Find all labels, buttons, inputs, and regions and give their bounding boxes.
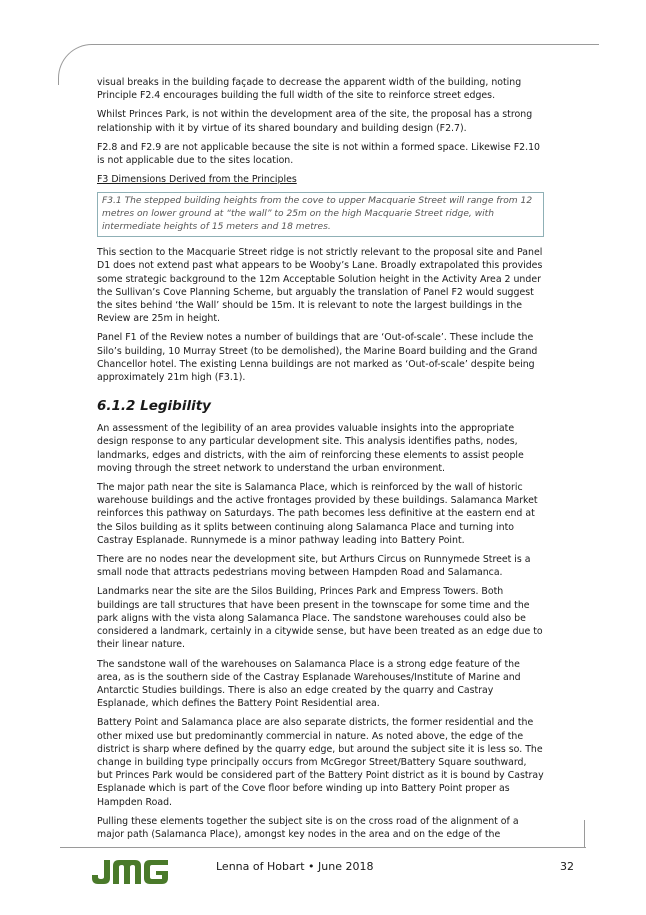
page-number: 32 bbox=[560, 860, 574, 873]
page-frame-right-edge bbox=[584, 820, 585, 848]
footer-divider bbox=[60, 847, 586, 848]
paragraph: The sandstone wall of the warehouses on Salamanca Place is a strong edge feature of the area, as is the southern side of the Castray Esplanade Warehouses/Institute of Marine and Antarctic Studies buildings. There is also an edge created by the quarry and Castray Esplanade, which defines the Battery Point Residential area. bbox=[97, 658, 521, 710]
paragraph: Pulling these elements together the subject site is on the cross road of the alignment of a major path (Salamanca Place), amongst key nodes in the area and on the edge of the bbox=[97, 815, 519, 840]
section-heading: 6.1.2 Legibility bbox=[97, 398, 211, 415]
footer-title: Lenna of Hobart • June 2018 bbox=[216, 860, 374, 873]
paragraph: There are no nodes near the development site, but Arthurs Circus on Runnymede Street is a small node that attracts pedestrians moving between Hampden Road and Salamanca. bbox=[97, 554, 531, 579]
paragraph: F2.8 and F2.9 are not applicable because the site is not within a formed space. Likewise F2.10 is not applicable due to the sites location. bbox=[97, 141, 541, 167]
paragraph: This section to the Macquarie Street ridge is not strictly relevant to the proposal site and Panel D1 does not extend past what appears to be Wooby’s Lane. Broadly extrapolated this provides some strategic background to the 12m Acceptable Solution height in the Activity Area 2 under the Sullivan’s Cove Planning Scheme, but arguably the translation of Panel F2 would suggest the sites behind ‘the Wall’ should be 15m. It is relevant to note the largest buildings in the Review are 25m in height. bbox=[97, 247, 543, 325]
paragraph: Battery Point and Salamanca place are also separate districts, the former residential and the other mixed use but predominantly commercial in nature. As noted above, the edge of the district is sharp where defined by the quarry edge, but around the subject site it is less so. The change in building type principally occurs from McGregor Street/Battery Square southward, but Princes Park would be considered part of the Battery Point district as it is bound by Castray Esplanade which is part of the Cove floor before winding up into Battery Point proper as Hampden Road. bbox=[97, 717, 544, 808]
paragraph: Landmarks near the site are the Silos Building, Princes Park and Empress Towers. Both buildings are tall structures that have been present in the townscape for some time and the park aligns with the vista along Salamanca Place. The sandstone warehouses could also be considered a landmark, certainly in a citywide sense, but have been treated as an edge due to their linear nature. bbox=[97, 586, 543, 651]
subheading: F3 Dimensions Derived from the Principles bbox=[97, 174, 297, 186]
jmg-logo bbox=[90, 856, 170, 886]
paragraph: Panel F1 of the Review notes a number of buildings that are ‘Out-of-scale’. These include the Silo’s building, 10 Murray Street (to be demolished), the Marine Board building and the Grand Chancellor hotel. The existing Lenna buildings are not marked as ‘Out-of-scale’ despite being approximately 21m high (F3.1). bbox=[97, 332, 538, 384]
quote-box: F3.1 The stepped building heights from the cove to upper Macquarie Street will range from 12 metres on lower ground at “the wall” to 25m on the high Macquarie Street ridge, with intermediate heights of 15 meters and 18 metres. bbox=[97, 192, 544, 237]
paragraph: visual breaks in the building façade to decrease the apparent width of the building, noting Principle F2.4 encourages building the full width of the site to reinforce street edges. bbox=[97, 77, 522, 102]
document-body bbox=[97, 76, 544, 847]
paragraph: An assessment of the legibility of an area provides valuable insights into the appropriate design response to any particular development site. This analysis identifies paths, nodes, landmarks, edges and districts, with the aim of reinforcing these elements to assist people moving through the street network to understand the urban environment. bbox=[97, 423, 524, 474]
paragraph: The major path near the site is Salamanca Place, which is reinforced by the wall of historic warehouse buildings and the active frontages provided by these buildings. Salamanca Market reinforces this pathway on Saturdays. The path becomes less definitive at the eastern end at the Silos building as it splits between continuing along Salamanca Place and turning into Castray Esplanade. Runnymede is a minor pathway leading into Battery Point. bbox=[97, 482, 538, 546]
paragraph: Whilst Princes Park, is not within the development area of the site, the proposal has a strong relationship with it by virtue of its shared boundary and building design (F2.7). bbox=[97, 109, 533, 134]
